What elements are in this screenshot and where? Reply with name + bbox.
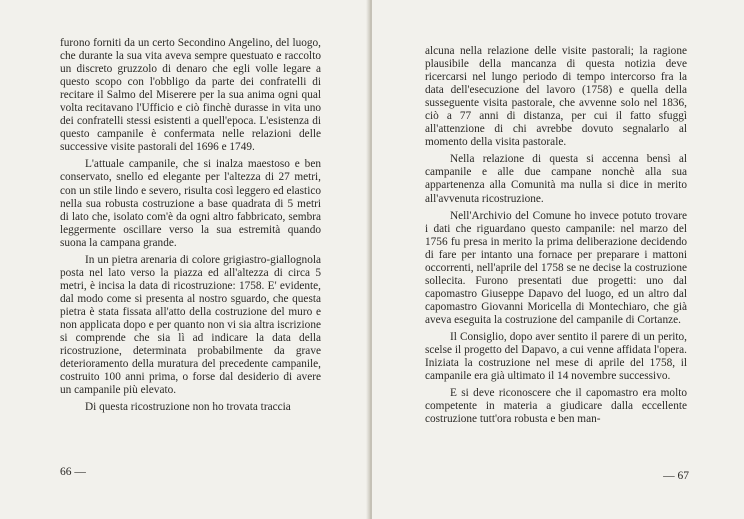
page-number: — 67: [663, 470, 689, 482]
paragraph: L'attuale campanile, che si inalza maestoso e ben conservato, snello ed elegante per l'altezza di 27 metri, con un stile lindo e severo, risulta così leggero ed elastico nella sua robusta costruzione a base quadrata di 5 metri di lato che, isolato com'è da ogni altro fabbricato, sembra leggermente oscillare verso la sua estremità quando suona la campana grande.: [60, 158, 321, 249]
page-number: 66 —: [60, 466, 86, 478]
left-page: [0, 0, 371, 519]
paragraph: Il Consiglio, dopo aver sentito il parere di un perito, scelse il progetto del Dapavo, a cui venne affidata l'opera. Iniziata la costruzione nel mese di aprile del 1758, il campanile era già ultimato il 14 novembre successivo.: [425, 330, 687, 383]
paragraph: In un pietra arenaria di colore grigiastro-giallognola posta nel lato verso la piazza ed all'altezza di circa 5 metri, è incisa la data di ricostruzione: 1758. E' evidente, dal modo come si presenta al nostro sguardo, che questa pietra è stata fissata all'atto della costruzione del muro e non applicata dopo e per quanto non vi sia altra iscrizione si comprende che sia lì ad indicare la data della ricostruzione, determinata probabilmente da grave deterioramento della muratura del precedente campanile, costruito 100 anni prima, o forse dal desiderio di avere un campanile più elevato.: [60, 253, 321, 397]
left-page-text: [60, 37, 321, 418]
paragraph: E si deve riconoscere che il capomastro era molto competente in materia a giudicare dalla eccellente costruzione tutt'ora robusta e ben man-: [425, 387, 687, 426]
paragraph: furono forniti da un certo Secondino Angelino, del luogo, che durante la sua vita aveva sempre questuato e raccolto un discreto gruzzolo di denaro che egli volle legare a questo scopo con l'obbligo da parte dei confratelli di recitare il Salmo del Miserere per la sua anima ogni qual volta recitavano l'Ufficio e ciò finchè durasse in vita uno dei confratelli stessi esistenti a quell'epoca. L'esistenza di questo campanile è confermata nelle relazioni delle successive visite pastorali del 1696 e 1749.: [60, 37, 321, 154]
paragraph: alcuna nella relazione delle visite pastorali; la ragione plausibile della mancanza di questa notizia deve ricercarsi nel lungo periodo di tempo intercorso fra la data dell'esecuzione del lavoro (1758) e quella della susseguente visita pastorale, che avvenne solo nel 1836, ciò a 77 anni di distanza, per cui il fatto sfuggì all'attenzione di chi avrebbe dovuto segnalarlo al momento della visita pastorale.: [425, 45, 687, 149]
paragraph: Nella relazione di questa si accenna bensì al campanile e alle due campane nonchè alla sua appartenenza alla Comunità ma nulla si dice in merito all'avvenuta ricostruzione.: [425, 153, 687, 205]
paragraph: Nell'Archivio del Comune ho invece potuto trovare i dati che riguardano questo campanile: nel marzo del 1756 fu presa in merito la prima deliberazione decidendo di fare per intanto una fornace per preparare i mattoni occorrenti, nell'aprile del 1758 se ne decise la costruzione sollecita. Furono presentati due progetti: uno dal capomastro Giuseppe Dapavo del luogo, ed un altro dal capomastro Giovanni Moricella di Montechiaro, che già aveva eseguita la costruzione del campanile di Cortanze.: [425, 209, 687, 326]
paragraph: Di questa ricostruzione non ho trovata traccia: [85, 401, 291, 414]
right-page-text: [425, 45, 687, 430]
right-page: [372, 0, 744, 519]
